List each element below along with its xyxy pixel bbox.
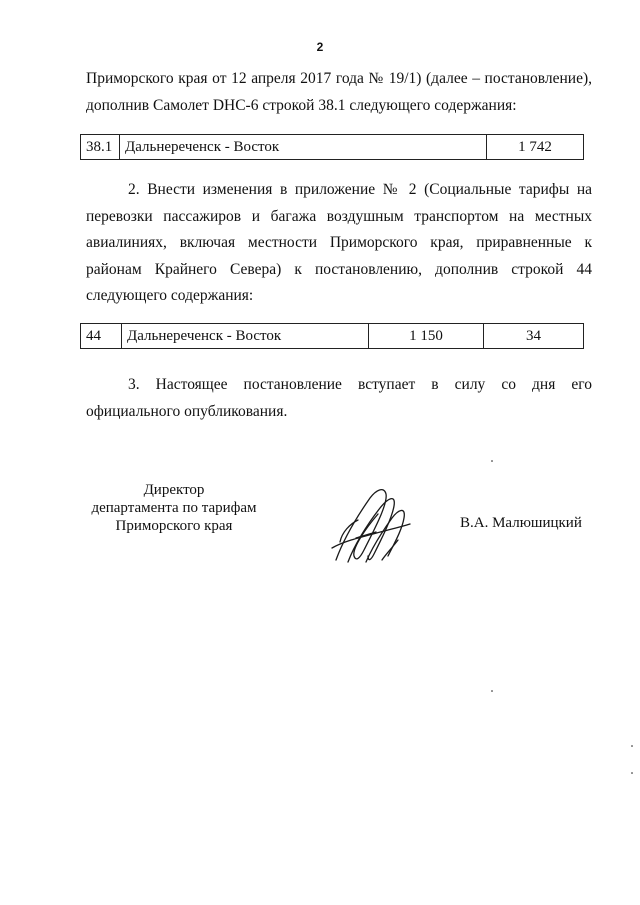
table-row [81, 135, 584, 160]
handwritten-signature [326, 478, 416, 568]
row-number-cell: 44 [81, 324, 122, 349]
tariff-cell-secondary: 34 [484, 324, 584, 349]
scan-speck [491, 460, 493, 462]
signatory-title-line: Директор [143, 482, 205, 498]
table-aircraft-dhc6-row [80, 134, 584, 160]
scan-speck [491, 690, 493, 692]
signatory-name: В.А. Малюшицкий [460, 515, 582, 531]
row-number-cell: 38.1 [81, 135, 120, 160]
table-row [81, 324, 584, 349]
scan-speck [631, 745, 633, 747]
signatory-title-line: департамента по тарифам [91, 500, 257, 516]
tariff-cell: 1 742 [487, 135, 584, 160]
page-number: 2 [316, 40, 324, 54]
paragraph-continuation: Приморского края от 12 апреля 2017 года № 19/1) (далее – постановление), дополнив Самолет DHC-6 строкой 38.1 следующего содержания: [86, 70, 592, 114]
scan-speck [631, 772, 633, 774]
paragraph-item-2: 2. Внести изменения в приложение № 2 (Социальные тарифы на перевозки пассажиров и багажа воздушным транспортом на местных авиалиниях, включая местности Приморского края, приравненные к районам Крайнего Севера) к постановлению, дополнив строкой 44 следующего содержания: [86, 181, 592, 305]
route-cell: Дальнереченск - Восток [122, 324, 369, 349]
table-social-tariffs-row [80, 323, 584, 349]
paragraph-item-3: 3. Настоящее постановление вступает в силу со дня его официального опубликования. [86, 376, 592, 420]
signatory-title [74, 481, 274, 535]
signatory-title-line: Приморского края [115, 518, 233, 534]
tariff-cell: 1 150 [369, 324, 484, 349]
route-cell: Дальнереченск - Восток [120, 135, 487, 160]
